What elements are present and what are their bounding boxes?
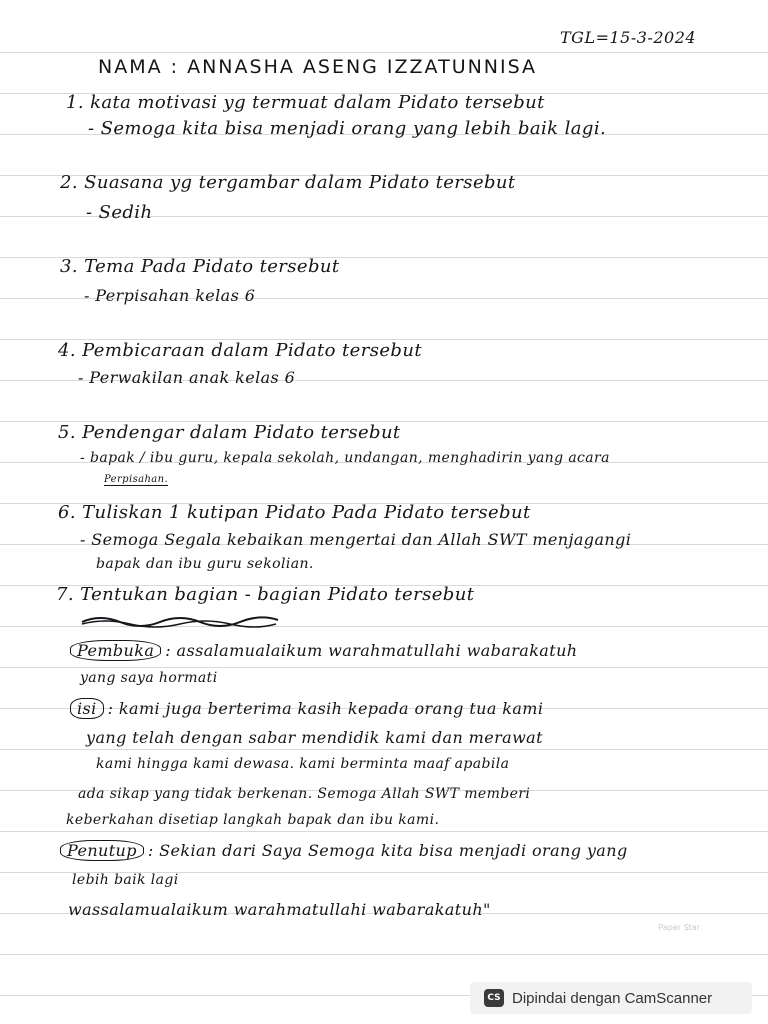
isi-line-5: keberkahan disetiap langkah bapak dan ibu kami. bbox=[66, 812, 440, 828]
camscanner-badge bbox=[470, 982, 752, 1014]
question-4: 4. Pembicaraan dalam Pidato tersebut bbox=[58, 340, 422, 361]
paper-brand-mark: Paper Star bbox=[658, 923, 700, 932]
student-name: NAMA : ANNASHA ASENG IZZATUNNISA bbox=[98, 56, 538, 78]
question-3: 3. Tema Pada Pidato tersebut bbox=[60, 256, 340, 277]
isi-row bbox=[70, 698, 543, 719]
camscanner-logo-icon: CS bbox=[484, 989, 504, 1007]
isi-label: isi bbox=[70, 698, 104, 719]
answer-6-line-2: bapak dan ibu guru sekolian. bbox=[96, 556, 314, 572]
answer-5-line-2: Perpisahan. bbox=[104, 474, 169, 485]
pembuka-label: Pembuka bbox=[70, 640, 161, 661]
scribble-mark bbox=[80, 612, 280, 630]
crossed-out-text bbox=[80, 612, 280, 630]
question-6: 6. Tuliskan 1 kutipan Pidato Pada Pidato tersebut bbox=[58, 502, 531, 523]
penutup-label: Penutup bbox=[60, 840, 144, 861]
answer-5-line-1: - bapak / ibu guru, kepala sekolah, undangan, menghadirin yang acara bbox=[80, 450, 610, 466]
isi-line-3: kami hingga kami dewasa. kami berminta maaf apabila bbox=[96, 756, 510, 772]
answer-6-line-1: - Semoga Segala kebaikan mengertai dan Allah SWT menjagangi bbox=[80, 530, 632, 549]
pembuka-line-1: : assalamualaikum warahmatullahi wabarakatuh bbox=[165, 641, 578, 660]
isi-line-4: ada sikap yang tidak berkenan. Semoga Allah SWT memberi bbox=[78, 786, 531, 802]
isi-line-1: : kami juga berterima kasih kepada orang tua kami bbox=[107, 699, 544, 718]
question-1: 1. kata motivasi yg termuat dalam Pidato tersebut bbox=[66, 92, 545, 113]
pembuka-row bbox=[70, 640, 578, 661]
answer-4: - Perwakilan anak kelas 6 bbox=[78, 368, 296, 387]
penutup-line-1: : Sekian dari Saya Semoga kita bisa menjadi orang yang bbox=[147, 841, 628, 860]
date: TGL=15-3-2024 bbox=[560, 28, 697, 47]
answer-3: - Perpisahan kelas 6 bbox=[84, 286, 256, 305]
pembuka-line-2: yang saya hormati bbox=[80, 670, 218, 686]
isi-line-2: yang telah dengan sabar mendidik kami dan merawat bbox=[86, 728, 543, 747]
question-7: 7. Tentukan bagian - bagian Pidato tersebut bbox=[56, 584, 475, 605]
penutup-row bbox=[60, 840, 628, 861]
penutup-line-2: lebih baik lagi bbox=[72, 872, 179, 888]
answer-2: - Sedih bbox=[86, 202, 153, 223]
camscanner-label: Dipindai dengan CamScanner bbox=[512, 989, 713, 1007]
answer-1: - Semoga kita bisa menjadi orang yang lebih baik lagi. bbox=[88, 118, 607, 139]
question-2: 2. Suasana yg tergambar dalam Pidato tersebut bbox=[60, 172, 516, 193]
question-5: 5. Pendengar dalam Pidato tersebut bbox=[58, 422, 401, 443]
penutup-line-3: wassalamualaikum warahmatullahi wabarakatuh" bbox=[68, 900, 491, 919]
